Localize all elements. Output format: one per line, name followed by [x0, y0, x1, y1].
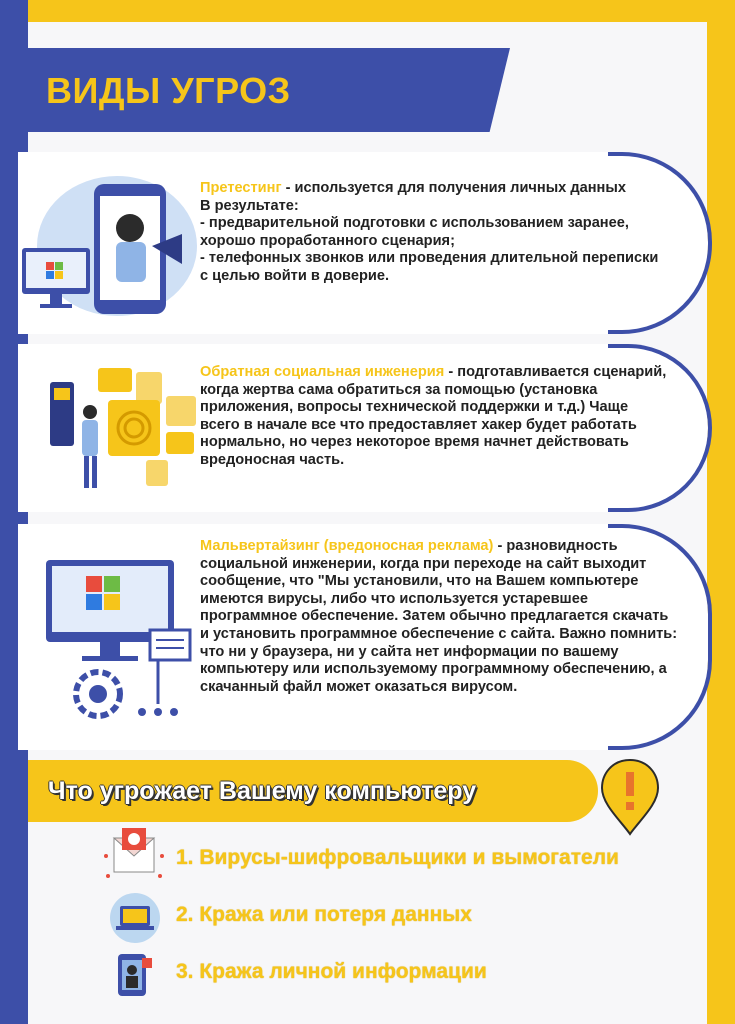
- card-reverse-engineering: [18, 344, 708, 512]
- computer-settings-illustration: [46, 554, 206, 724]
- card-pretexting: [18, 152, 708, 334]
- card-body: - подготавливается сценарий, когда жертва сама обратиться за помощью (установка приложения, вопросы технической поддержки и т.д.) Чаще всего в начале все что предоставляет хакер будет работать нормально, но через некоторое время начнет действовать вредоносная часть.: [200, 364, 667, 468]
- banner-title: Что угрожает Вашему компьютеру: [48, 777, 477, 805]
- identity-theft-icon: [110, 950, 160, 1000]
- threat-item: 1. Вирусы-шифровальщики и вымогатели: [176, 846, 619, 869]
- laptop-data-icon: [108, 892, 162, 944]
- card-text: [200, 364, 670, 470]
- top-frame: [28, 0, 735, 22]
- threat-item: 3. Кража личной информации: [176, 960, 487, 983]
- card-text: [200, 538, 680, 696]
- phone-hacker-illustration: [22, 166, 202, 316]
- right-frame: [707, 0, 735, 1024]
- warning-icon: [600, 758, 660, 836]
- card-body: - используется для получения личных данных В результате: - предварительной подготовки с использованием заранее, хорошо проработанного сценария; - телефонных звонков или проведения длительной переписки с целью войти в доверие.: [200, 180, 659, 284]
- card-text: [200, 180, 660, 286]
- card-body: - разновидность социальной инженерии, когда при переходе на сайт выходит сообщение, что "Мы установили, что на Вашем компьютере имеются вирусы, либо что используется устаревшее программное обеспечение. Затем обычно предлагается скачать и установить программное обеспечение с сайта. Важно помнить: что ни у браузера, ни у сайта нет информации по вашему компьютеру или используемому программному обеспечению, а скачанный файл может оказаться вирусом.: [200, 538, 678, 695]
- ransomware-icon: [104, 826, 164, 884]
- security-access-illustration: [38, 356, 208, 496]
- term-label: Претестинг: [200, 180, 282, 196]
- term-label: Мальвертайзинг (вредоносная реклама): [200, 538, 494, 554]
- page-title: ВИДЫ УГРОЗ: [46, 70, 291, 111]
- card-malvertising: [18, 524, 708, 750]
- threat-item: 2. Кража или потеря данных: [176, 903, 472, 926]
- term-label: Обратная социальная инженерия: [200, 364, 445, 380]
